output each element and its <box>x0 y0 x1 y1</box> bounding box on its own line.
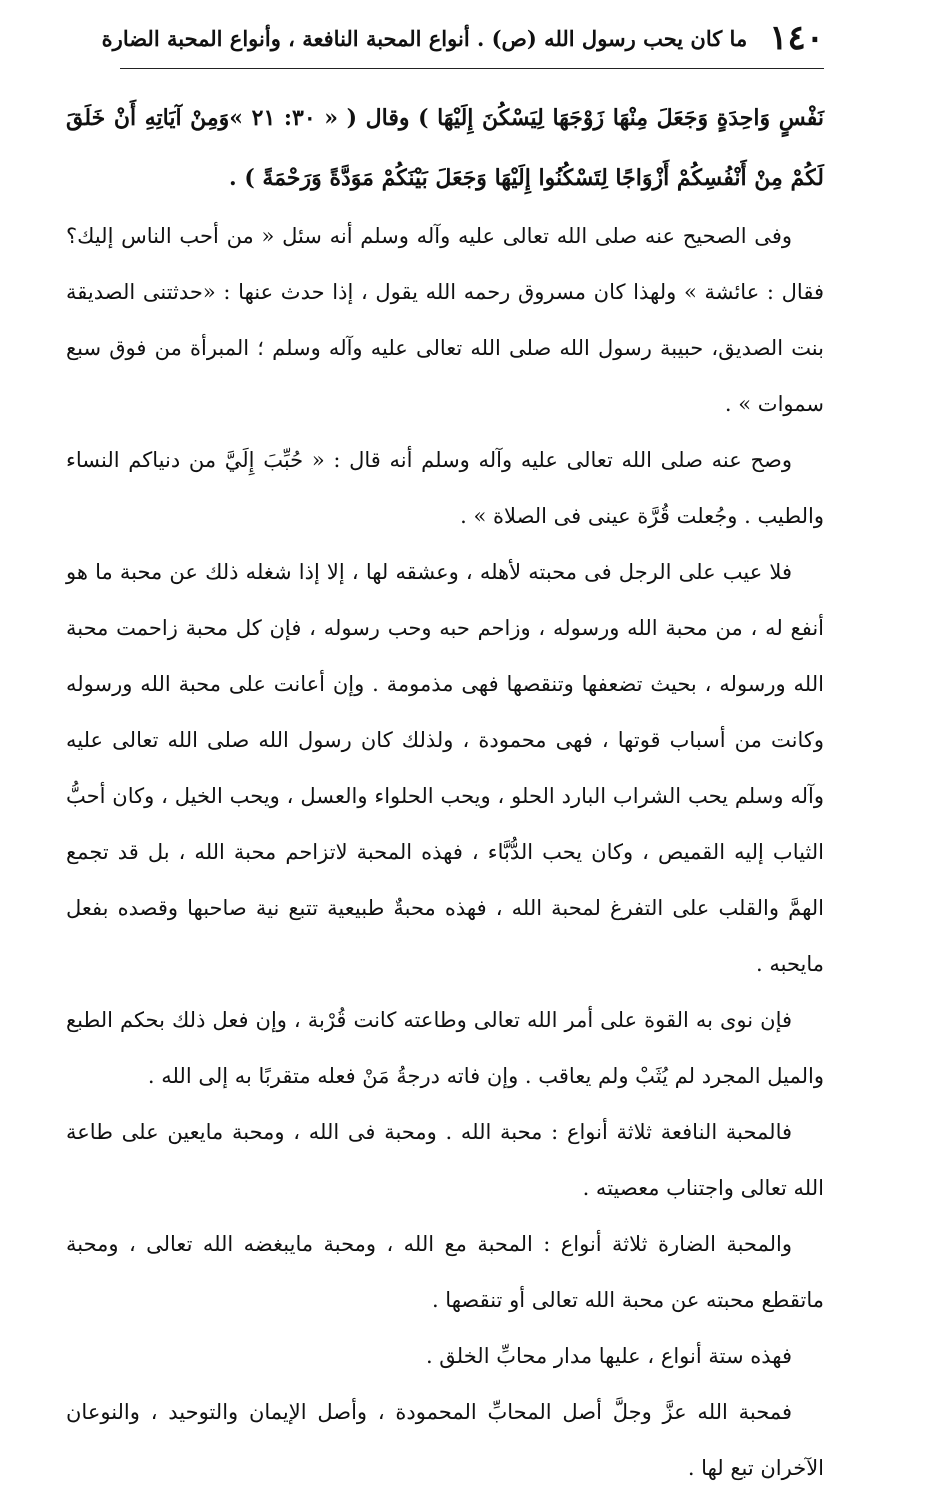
page-number: ١٤٠ <box>769 18 824 58</box>
body-paragraph: فمحبة الله عزَّ وجلَّ أصل المحابِّ المحمودة ، وأصل الإيمان والتوحيد ، والنوعان الآخران تبع لها . <box>66 1400 824 1480</box>
hadith-paragraph: وصح عنه صلى الله تعالى عليه وآله وسلم أنه قال : « حُبِّبَ إِلَيَّ من دنياكم النساء والطيب . وجُعلت قُرَّة عينى فى الصلاة » . <box>66 448 824 528</box>
body-paragraph: فهذه ستة أنواع ، عليها مدار محابِّ الخلق . <box>425 1344 792 1368</box>
body-paragraph: فلا عيب على الرجل فى محبته لأهله ، وعشقه لها ، إلا إذا شغله ذلك عن محبة ما هو أنفع له ، من محبة الله ورسوله ، وزاحم حبه وحب رسوله ، فإن كل محبة زاحمت محبة الله ورسوله ، بحيث تضعفها وتنقصها فهى مذمومة . وإن أعانت على محبة الله ورسوله وكانت من أسباب قوتها ، فهى محمودة ، ولذلك كان رسول الله صلى الله تعالى عليه وآله وسلم يحب الشراب البارد الحلو ، ويحب الحلواء والعسل ، ويحب الخيل ، وكان أحبُّ الثياب إليه القميص ، وكان يحب الدُّبَّاء ، فهذه المحبة لاتزاحم محبة الله ، بل قد تجمع الهمَّ والقلب على التفرغ لمحبة الله ، فهذه محبةٌ طبيعية تتبع نية صاحبها وقصده بفعل مايحبه . <box>66 560 824 976</box>
running-title: ما كان يحب رسول الله (ص) . أنواع المحبة النافعة ، وأنواع المحبة الضارة <box>101 25 748 51</box>
page-header <box>101 14 824 62</box>
quran-verse-paragraph: نَفْسٍ وَاحِدَةٍ وَجَعَلَ مِنْهَا زَوْجَهَا لِيَسْكُنَ إِلَيْهَا ) وقال ( « ٣٠: ٢١ »وَمِنْ آيَاتِهِ أَنْ خَلَقَ لَكُمْ مِنْ أَنْفُسِكُمْ أَزْوَاجًا لِتَسْكُنُوا إِلَيْهَا وَجَعَلَ بَيْنَكُمْ مَوَدَّةً وَرَحْمَةً ) . <box>66 105 825 191</box>
body-paragraph: والمحبة الضارة ثلاثة أنواع : المحبة مع الله ، ومحبة مايبغضه الله تعالى ، ومحبة ماتقطع محبته عن محبة الله تعالى أو تنقصها . <box>66 1232 824 1312</box>
header-divider <box>120 68 824 69</box>
page-body <box>66 88 824 1496</box>
hadith-paragraph: وفى الصحيح عنه صلى الله تعالى عليه وآله وسلم أنه سئل « من أحب الناس إليك؟فقال : عائشة » ولهذا كان مسروق رحمه الله يقول ، إذا حدث عنها : «حدثتنى الصديقة بنت الصديق، حبيبة رسول الله صلى الله تعالى عليه وآله وسلم ؛ المبرأة من فوق سبع سموات » . <box>66 224 824 416</box>
body-paragraph: فإن نوى به القوة على أمر الله تعالى وطاعته كانت قُرْبة ، وإن فعل ذلك بحكم الطبع والميل المجرد لم يُثَبْ ولم يعاقب . وإن فاته درجةُ مَنْ فعله متقربًا به إلى الله . <box>66 1008 824 1088</box>
body-paragraph: فالمحبة النافعة ثلاثة أنواع : محبة الله . ومحبة فى الله ، ومحبة مايعين على طاعة الله تعالى واجتناب معصيته . <box>66 1120 824 1200</box>
